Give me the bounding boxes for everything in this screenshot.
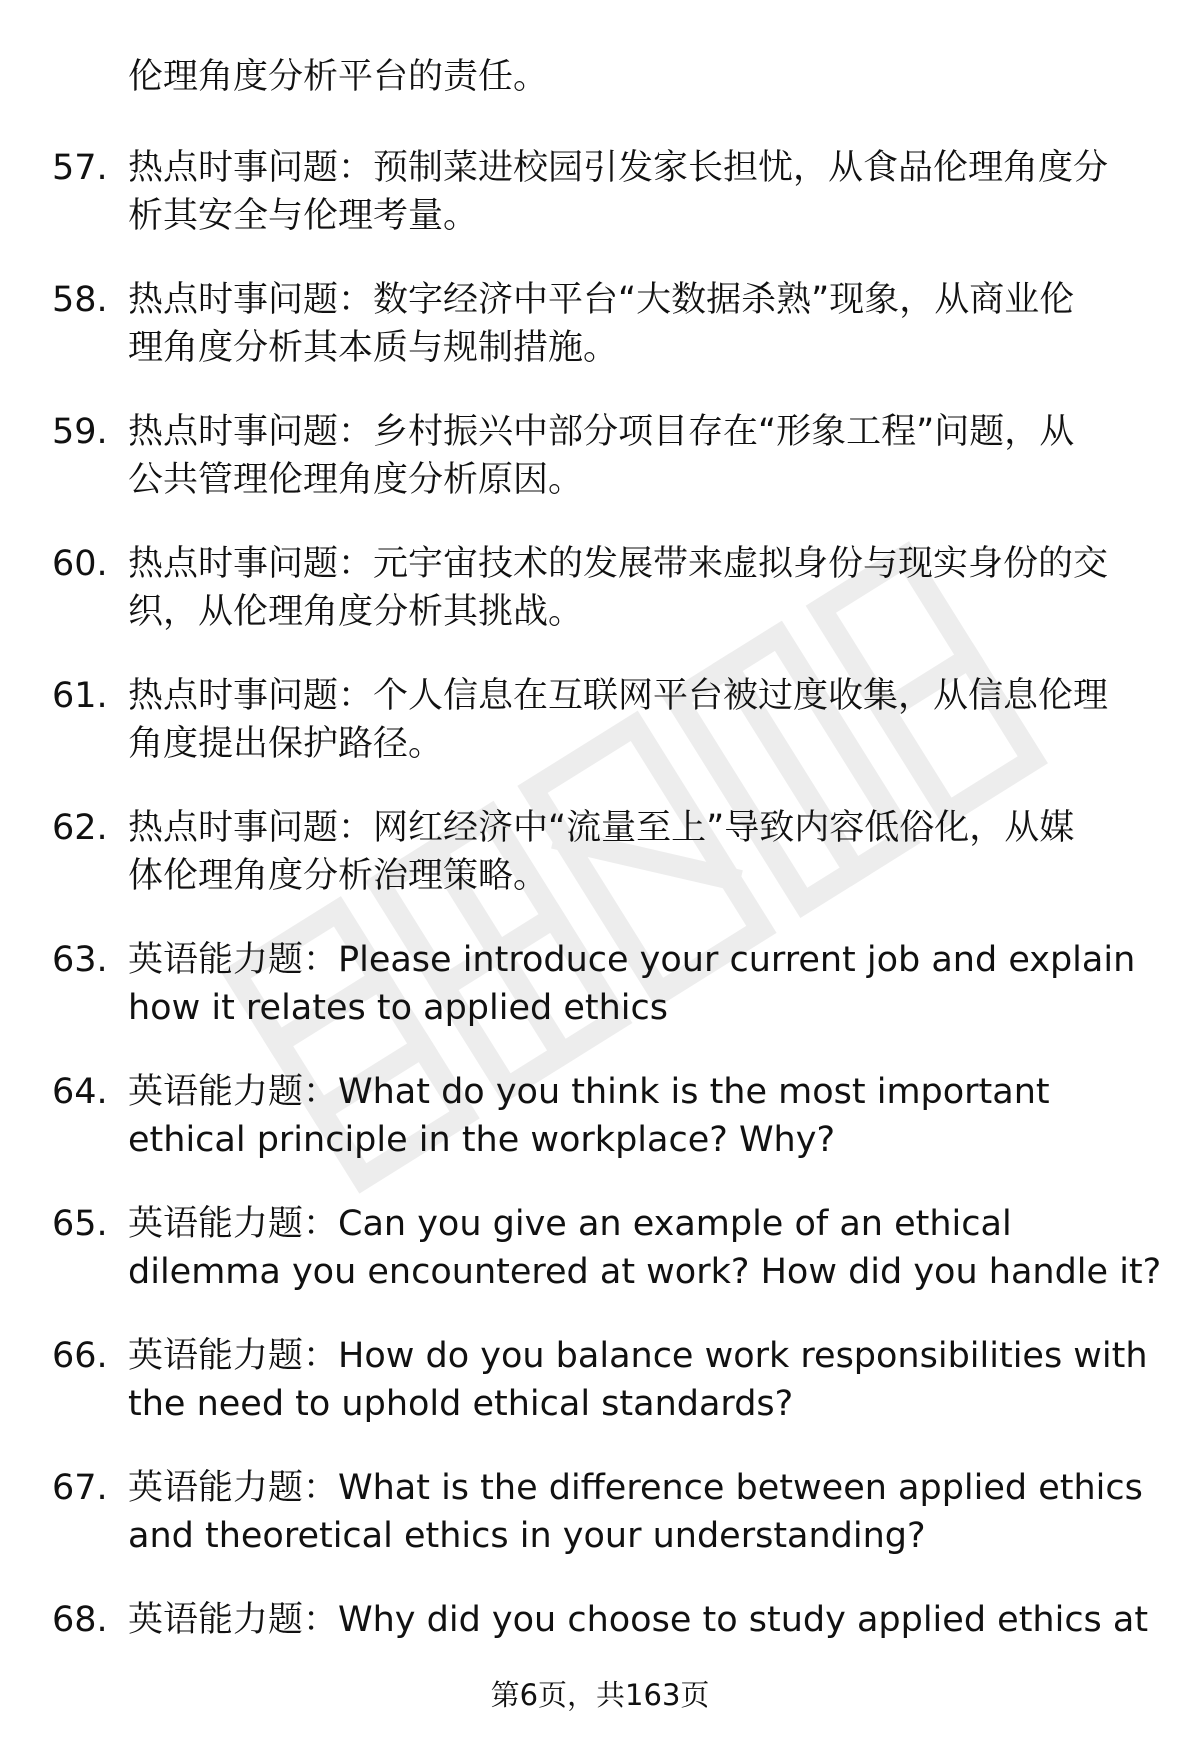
list-item (0, 408, 1200, 540)
page-footer: 第6页，共163页 (490, 1678, 710, 1712)
item-line: how it relates to applied ethics (128, 988, 668, 1028)
item-line: 理角度分析其本质与规制措施。 (128, 328, 619, 368)
list-item (0, 1464, 1200, 1596)
question-list (0, 144, 1200, 1728)
list-item (0, 276, 1200, 408)
item-line: 热点时事问题：网红经济中“流量至上”导致内容低俗化，从媒 (128, 808, 1075, 848)
item-number: 67. (52, 1468, 108, 1508)
item-text (128, 276, 1148, 372)
item-line: the need to uphold ethical standards? (128, 1384, 794, 1424)
item-line: 英语能力题：How do you balance work responsibilities with (128, 1336, 1148, 1376)
item-text (128, 408, 1148, 504)
item-line: dilemma you encountered at work? How did you handle it? (128, 1252, 1162, 1292)
item-number: 63. (52, 940, 108, 980)
item-text (128, 1200, 1162, 1296)
list-item (0, 1332, 1200, 1464)
item-line: 析其安全与伦理考量。 (128, 196, 479, 236)
item-text (128, 1332, 1148, 1428)
item-line: ethical principle in the workplace? Why? (128, 1120, 836, 1160)
item-number: 60. (52, 544, 108, 584)
item-line: 织，从伦理角度分析其挑战。 (128, 592, 584, 632)
item-line: 热点时事问题：预制菜进校园引发家长担忧，从食品伦理角度分 (128, 148, 1109, 188)
item-number: 57. (52, 148, 108, 188)
list-item (0, 540, 1200, 672)
item-text (128, 1464, 1148, 1560)
list-item (0, 1068, 1200, 1200)
list-item (0, 1200, 1200, 1332)
item-line: 角度提出保护路径。 (128, 724, 444, 764)
item-line: and theoretical ethics in your understanding? (128, 1516, 926, 1556)
item-text (128, 1068, 1148, 1164)
continued-text: 伦理角度分析平台的责任。 (128, 57, 549, 97)
item-number: 65. (52, 1204, 108, 1244)
list-item (0, 804, 1200, 936)
item-number: 58. (52, 280, 108, 320)
list-item (0, 144, 1200, 276)
item-number: 61. (52, 676, 108, 716)
item-text (128, 144, 1148, 240)
item-line: 英语能力题：Can you give an example of an ethical (128, 1204, 1012, 1244)
item-number: 62. (52, 808, 108, 848)
item-line: 热点时事问题：数字经济中平台“大数据杀熟”现象，从商业伦 (128, 280, 1075, 320)
item-text (128, 540, 1148, 636)
item-line: 英语能力题：Please introduce your current job and explain (128, 940, 1136, 980)
item-number: 64. (52, 1072, 108, 1112)
item-number: 68. (52, 1600, 108, 1640)
item-line: 英语能力题：What do you think is the most important (128, 1072, 1050, 1112)
item-text (128, 1596, 1148, 1644)
item-number: 59. (52, 412, 108, 452)
item-text (128, 672, 1148, 768)
item-line: 热点时事问题：元宇宙技术的发展带来虚拟身份与现实身份的交 (128, 544, 1109, 584)
item-text (128, 804, 1148, 900)
item-line: 体伦理角度分析治理策略。 (128, 856, 549, 896)
item-text (128, 936, 1148, 1032)
list-item (0, 936, 1200, 1068)
item-number: 66. (52, 1336, 108, 1376)
item-line: 热点时事问题：个人信息在互联网平台被过度收集，从信息伦理 (128, 676, 1109, 716)
list-item (0, 672, 1200, 804)
item-line: 英语能力题：What is the difference between applied ethics (128, 1468, 1143, 1508)
item-line: 英语能力题：Why did you choose to study applied ethics at (128, 1600, 1149, 1640)
item-line: 公共管理伦理角度分析原因。 (128, 460, 584, 500)
item-line: 热点时事问题：乡村振兴中部分项目存在“形象工程”问题，从 (128, 412, 1075, 452)
